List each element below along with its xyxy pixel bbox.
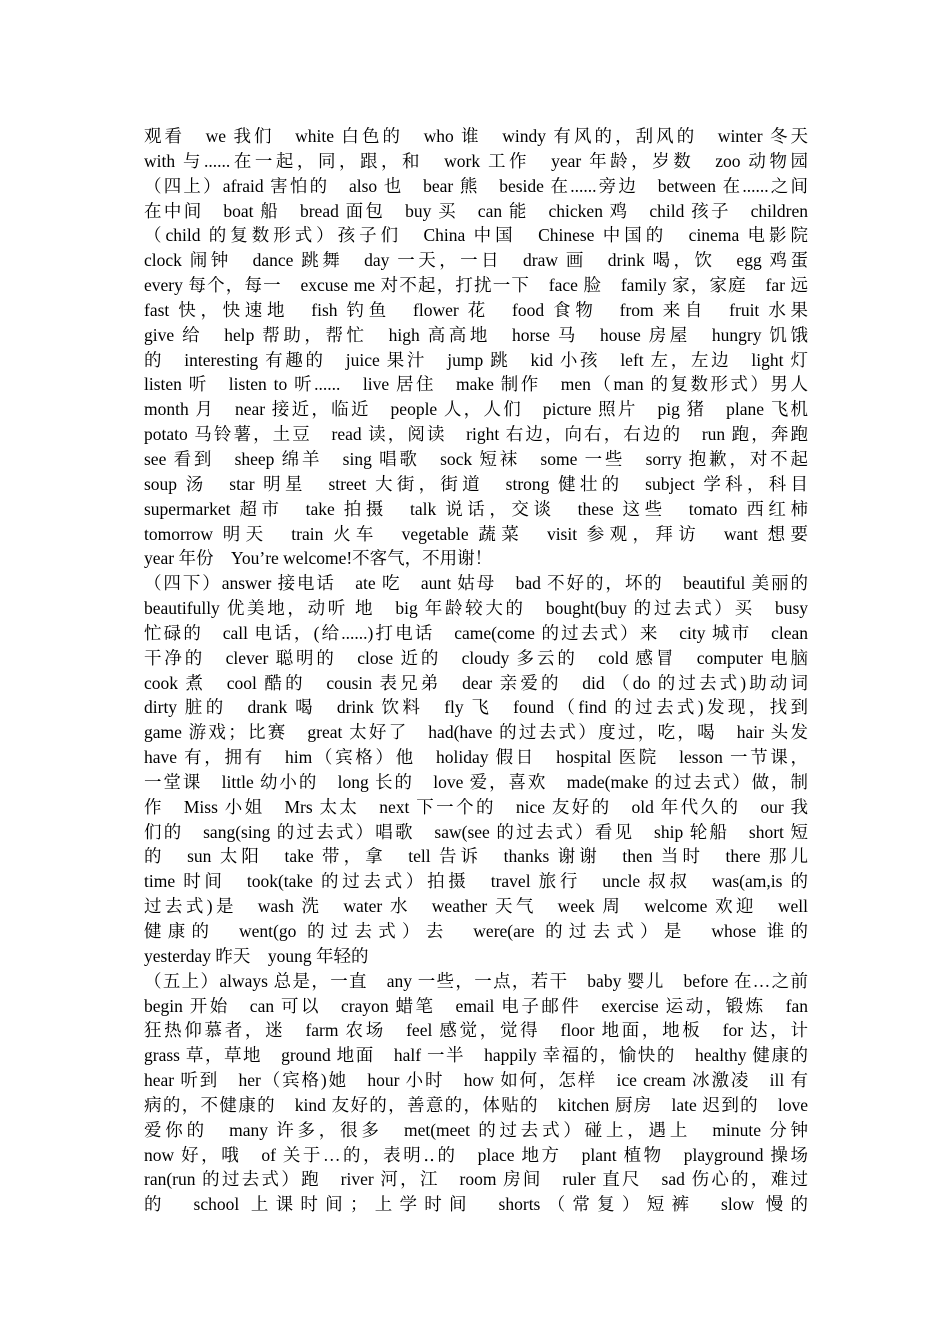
text-line: clock 闹钟 dance 跳舞 day 一天，一日 draw 画 drink 喝，饮 egg 鸡蛋: [144, 250, 808, 271]
text-line: listen 听 listen to 听...... live 居住 make 制作 men（man 的复数形式）男人: [144, 374, 808, 395]
text-line: supermarket 超市 take 拍摄 talk 说话，交谈 these 这些 tomato 西红柿: [144, 498, 808, 519]
text-line: now 好，哦 of 关于…的，表明‥的 place 地方 plant 植物 playground 操场: [144, 1144, 808, 1165]
text-line: soup 汤 star 明星 street 大街，街道 strong 健壮的 subject 学科，科目: [144, 473, 808, 494]
text-line: see 看到 sheep 绵羊 sing 唱歌 sock 短袜 some 一些 sorry 抱歉，对不起: [144, 448, 808, 469]
vocabulary-text: [144, 124, 808, 1217]
text-line: give 给 help 帮助，帮忙 high 高高地 horse 马 house 房屋 hungry 饥饿: [144, 324, 808, 345]
text-line: every 每个，每一 excuse me 对不起，打扰一下 face 脸 family 家，家庭 far 远: [144, 275, 808, 296]
text-line: yesterday 昨天 young 年轻的: [144, 945, 369, 966]
text-line: 在中间 boat 船 bread 面包 buy 买 can 能 chicken 鸡 child 孩子 children: [144, 200, 808, 221]
text-line: （四下）answer 接电话 ate 吃 aunt 姑母 bad 不好的，坏的 beautiful 美丽的: [144, 573, 808, 594]
text-line: potato 马铃薯，土豆 read 读，阅读 right 右边，向右，右边的 run 跑，奔跑: [144, 424, 808, 445]
text-line: 的 interesting 有趣的 juice 果汁 jump 跳 kid 小孩 left 左，左边 light 灯: [144, 349, 808, 370]
text-line: 过去式)是 wash 洗 water 水 weather 天气 week 周 welcome 欢迎 well: [144, 896, 808, 917]
text-line: 健康的 went(go 的过去式）去 were(are 的过去式）是 whose 谁的: [144, 921, 808, 941]
text-line: have 有，拥有 him（宾格）他 holiday 假日 hospital 医院 lesson 一节课，: [144, 747, 808, 768]
text-line: tomorrow 明天 train 火车 vegetable 蔬菜 visit 参观，拜访 want 想要: [144, 523, 808, 544]
text-line: 观看 we 我们 white 白色的 who 谁 windy 有风的，刮风的 winter 冬天: [144, 126, 808, 146]
text-line: 们的 sang(sing 的过去式）唱歌 saw(see 的过去式）看见 ship 轮船 short 短: [144, 821, 808, 842]
text-line: time 时间 took(take 的过去式）拍摄 travel 旅行 uncle 叔叔 was(am,is 的: [144, 871, 808, 892]
text-line: 一堂课 little 幼小的 long 长的 love 爱，喜欢 made(make 的过去式）做，制: [144, 771, 808, 792]
text-line: 的 school 上课时间；上学时间 shorts（常复）短裤 slow 慢的: [144, 1194, 808, 1215]
text-line: dirty 脏的 drank 喝 drink 饮料 fly 飞 found（find 的过去式)发现，找到: [144, 697, 808, 718]
text-line: 病的，不健康的 kind 友好的，善意的，体贴的 kitchen 厨房 late 迟到的 love: [144, 1094, 808, 1115]
text-line: 的 sun 太阳 take 带，拿 tell 告诉 thanks 谢谢 then 当时 there 那儿: [144, 846, 808, 867]
text-line: fast 快，快速地 fish 钓鱼 flower 花 food 食物 from 来自 fruit 水果: [144, 299, 808, 320]
text-line: cook 煮 cool 酷的 cousin 表兄弟 dear 亲爱的 did （do 的过去式)助动词: [144, 672, 808, 693]
text-line: year 年份 You’re welcome!不客气，不用谢！: [144, 548, 493, 569]
text-line: hear 听到 her（宾格)她 hour 小时 how 如何，怎样 ice cream 冰激凌 ill 有: [144, 1070, 808, 1091]
text-line: game 游戏；比赛 great 太好了 had(have 的过去式）度过，吃，喝 hair 头发: [144, 722, 808, 743]
text-line: （五上）always 总是，一直 any 一些，一点，若干 baby 婴儿 before 在…之前: [144, 970, 808, 991]
text-line: 狂热仰慕者，迷 farm 农场 feel 感觉，觉得 floor 地面，地板 for 达，计: [144, 1020, 808, 1041]
text-line: 干净的 clever 聪明的 close 近的 cloudy 多云的 cold 感冒 computer 电脑: [144, 647, 808, 668]
text-line: ran(run 的过去式）跑 river 河，江 room 房间 ruler 直尺 sad 伤心的，难过: [144, 1169, 808, 1190]
text-line: 爱你的 many 许多，很多 met(meet 的过去式）碰上，遇上 minute 分钟: [144, 1119, 808, 1140]
text-line: grass 草，草地 ground 地面 half 一半 happily 幸福的，愉快的 healthy 健康的: [144, 1045, 808, 1066]
text-line: beautifully 优美地，动听 地 big 年龄较大的 bought(buy 的过去式）买 busy: [144, 598, 808, 619]
text-line: begin 开始 can 可以 crayon 蜡笔 email 电子邮件 exercise 运动，锻炼 fan: [144, 995, 808, 1016]
text-line: with 与......在一起，同，跟，和 work 工作 year 年龄，岁数 zoo 动物园: [144, 150, 808, 171]
text-line: （child 的复数形式）孩子们 China 中国 Chinese 中国的 cinema 电影院: [144, 225, 808, 246]
text-line: month 月 near 接近，临近 people 人，人们 picture 照片 pig 猪 plane 飞机: [144, 399, 808, 420]
text-line: （四上）afraid 害怕的 also 也 bear 熊 beside 在......旁边 between 在......之间: [144, 175, 808, 196]
text-line: 作 Miss 小姐 Mrs 太太 next 下一个的 nice 友好的 old 年代久的 our 我: [144, 796, 808, 817]
text-line: 忙碌的 call 电话，(给......)打电话 came(come 的过去式）来 city 城市 clean: [144, 622, 808, 643]
